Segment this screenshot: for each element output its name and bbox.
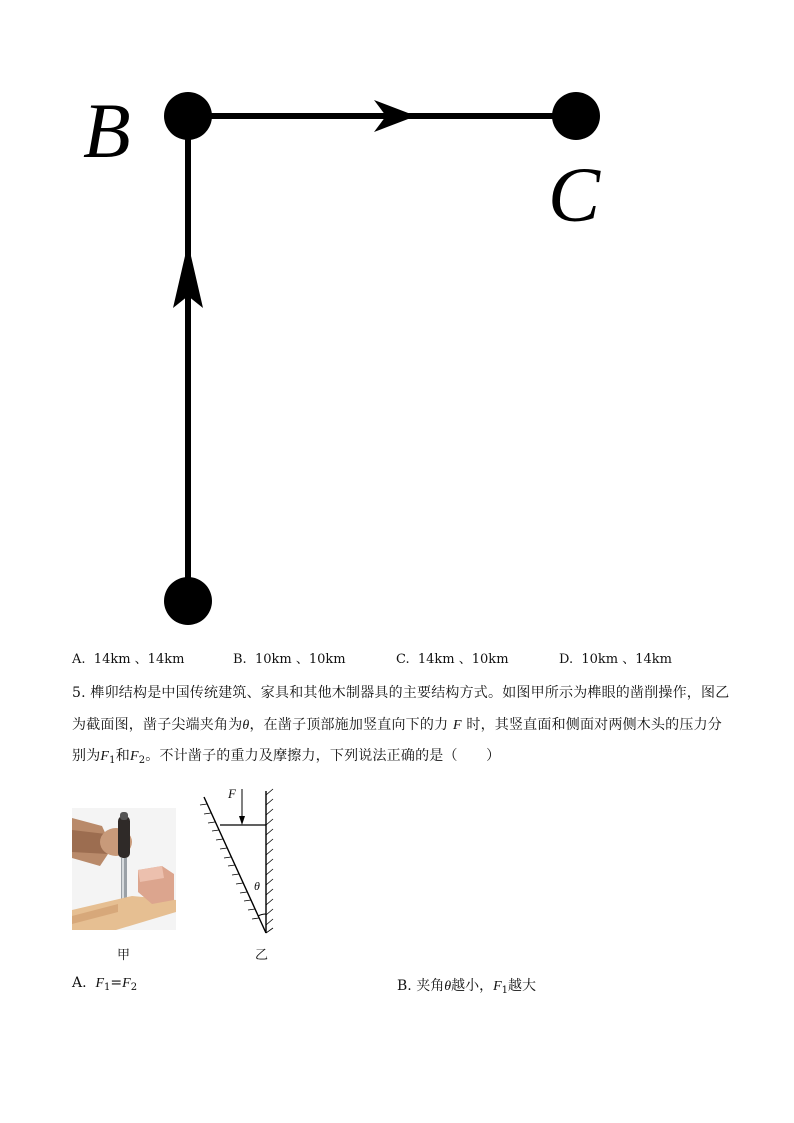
force-symbol-f2: F <box>129 749 139 764</box>
angle-label: θ <box>254 879 260 893</box>
choice-d <box>559 648 672 667</box>
choice-letter: D. <box>559 652 574 667</box>
question-5-line-1: 5. 榫卯结构是中国传统建筑、家具和其他木制器具的主要结构方式。如图甲所示为榫眼的凿削操作，图乙 <box>72 685 730 701</box>
force-symbol: F <box>452 718 462 733</box>
q5-text: 别为 <box>72 748 101 764</box>
choice-letter: A. <box>72 652 86 667</box>
force-symbol-f1: F <box>493 979 502 994</box>
answer-b <box>397 975 536 996</box>
choice-text: 10km 、10km <box>254 652 346 667</box>
q5-text: 。不计凿子的重力及摩擦力，下列说法正确的是（ ） <box>145 748 501 764</box>
answer-letter: A. <box>72 975 87 991</box>
equals-sign: = <box>110 975 123 991</box>
theta-symbol: θ <box>444 979 452 994</box>
force-label: F <box>228 786 236 801</box>
choice-text: 14km 、14km <box>93 652 185 667</box>
q5-text: 为截面图，凿子尖端夹角为 <box>72 717 243 733</box>
force-symbol-f1: F <box>95 976 105 991</box>
arrow-down-icon <box>239 816 245 825</box>
choice-a <box>72 648 184 667</box>
point-b-label: B <box>83 87 131 174</box>
point-a-dot <box>164 577 212 625</box>
answer-letter: B. <box>397 978 412 994</box>
caption-jia: 甲 <box>117 948 131 963</box>
question-5-line-2 <box>72 714 722 734</box>
subscript: 1 <box>501 985 509 996</box>
slant-hatching <box>200 804 259 919</box>
subscript: 1 <box>109 755 116 766</box>
force-symbol-f2: F <box>122 976 131 991</box>
choice-text: 14km 、10km <box>417 652 509 667</box>
choice-b <box>233 648 346 667</box>
answer-text: 夹角 <box>416 978 445 994</box>
theta-symbol: θ <box>242 718 250 733</box>
chisel-photo <box>72 808 176 930</box>
answer-text: 越大 <box>508 978 537 994</box>
choice-text: 10km 、14km <box>581 652 672 667</box>
choice-letter: C. <box>396 652 410 667</box>
subscript: 2 <box>138 755 146 766</box>
q5-text: ，在凿子顶部施加竖直向下的力 <box>249 717 449 733</box>
chisel-photo-image <box>72 808 176 930</box>
chisel-cross-section <box>196 785 286 940</box>
question-5-line-3 <box>72 745 500 766</box>
subscript: 2 <box>130 982 138 993</box>
angle-arc <box>258 914 266 916</box>
point-b-dot <box>164 92 212 140</box>
answer-a <box>72 975 137 993</box>
caption-yi: 乙 <box>255 948 269 963</box>
wall-hatching <box>266 789 273 933</box>
answer-text: 越小， <box>451 978 494 994</box>
subscript: 1 <box>104 982 111 993</box>
point-c-label: C <box>548 151 601 238</box>
force-symbol-f1: F <box>100 749 110 764</box>
choice-letter: B. <box>233 652 247 667</box>
q5-text: 时，其竖直面和侧面对两侧木头的压力分 <box>466 717 722 733</box>
q5-text: 和 <box>115 748 130 764</box>
choice-c <box>396 648 509 667</box>
point-c-dot <box>552 92 600 140</box>
